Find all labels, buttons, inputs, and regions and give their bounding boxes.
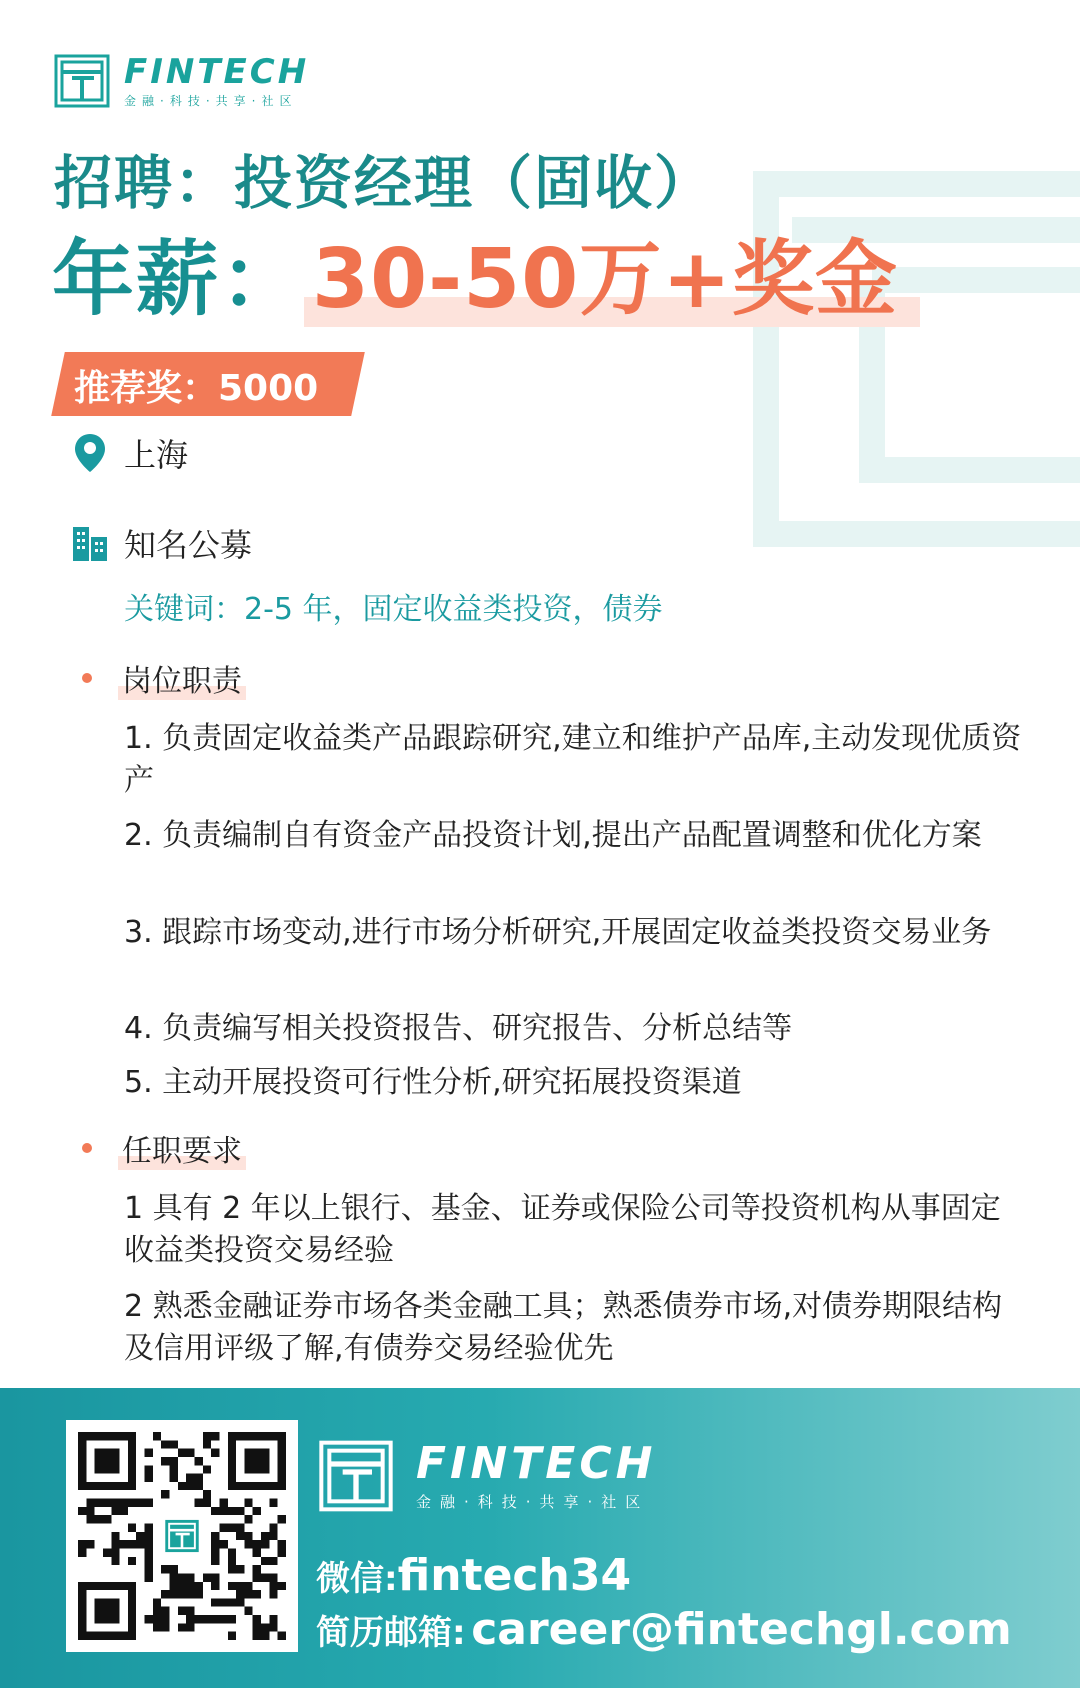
responsibility-item: 5. 主动开展投资可行性分析,研究拓展投资渠道 [124,1065,742,1100]
qr-code[interactable] [66,1420,298,1652]
responsibility-item: 3. 跟踪市场变动,进行市场分析研究,开展固定收益类投资交易业务 [124,915,992,950]
brand-name: FINTECH [124,51,310,92]
email-contact [316,1604,1012,1655]
bullet-dot [82,673,92,683]
map-pin-icon [70,432,110,474]
job-title: 招聘：投资经理（固收） [54,149,715,217]
requirements-title: 任职要求 [122,1134,242,1169]
salary-value: 30-50万+奖金 [312,231,898,327]
responsibility-item: 2. 负责编制自有资金产品投资计划,提出产品配置调整和优化方案 [124,818,982,853]
salary-line [52,222,898,327]
wechat-contact [316,1550,631,1601]
location-row [70,430,188,476]
keywords: 关键词：2-5 年，固定收益类投资，债券 [124,592,663,627]
qr-center-logo-icon [160,1514,204,1558]
referral-bonus-text: 推荐奖：5000 [74,368,319,409]
footer-brand-name: FINTECH [416,1437,657,1489]
wechat-label: 微信: [316,1559,398,1599]
responsibilities-heading [82,656,242,700]
building-icon [70,522,110,564]
footer-brand-tagline: 金融·科技·共享·社区 [416,1492,650,1511]
responsibility-item: 4. 负责编写相关投资报告、研究报告、分析总结等 [124,1011,793,1046]
company-row [70,520,252,566]
responsibilities-title: 岗位职责 [122,664,242,699]
wechat-value[interactable]: fintech34 [397,1550,632,1601]
header-logo [54,52,309,110]
location-text: 上海 [124,436,189,474]
requirement-item: 2 熟悉金融证券市场各类金融工具；熟悉债券市场,对债券期限结构及信用评级了解,有债券交易经验优先 [124,1289,1003,1366]
responsibility-item: 1. 负责固定收益类产品跟踪研究,建立和维护产品库,主动发现优质资产 [124,721,1022,798]
footer-logo [318,1437,657,1512]
brand-tagline: 金融·科技·共享·社区 [124,93,298,108]
requirement-item: 1 具有 2 年以上银行、基金、证券或保险公司等投资机构从事固定收益类投资交易经验 [124,1191,1001,1268]
bullet-dot [82,1143,92,1153]
fintech-logo-icon [54,54,110,108]
email-label: 简历邮箱: [316,1613,466,1653]
fintech-logo-icon [318,1440,394,1512]
requirements-heading [82,1126,242,1170]
salary-label: 年薪： [52,231,305,327]
company-text: 知名公募 [124,526,253,564]
email-value[interactable]: career@fintechgl.com [471,1604,1012,1655]
